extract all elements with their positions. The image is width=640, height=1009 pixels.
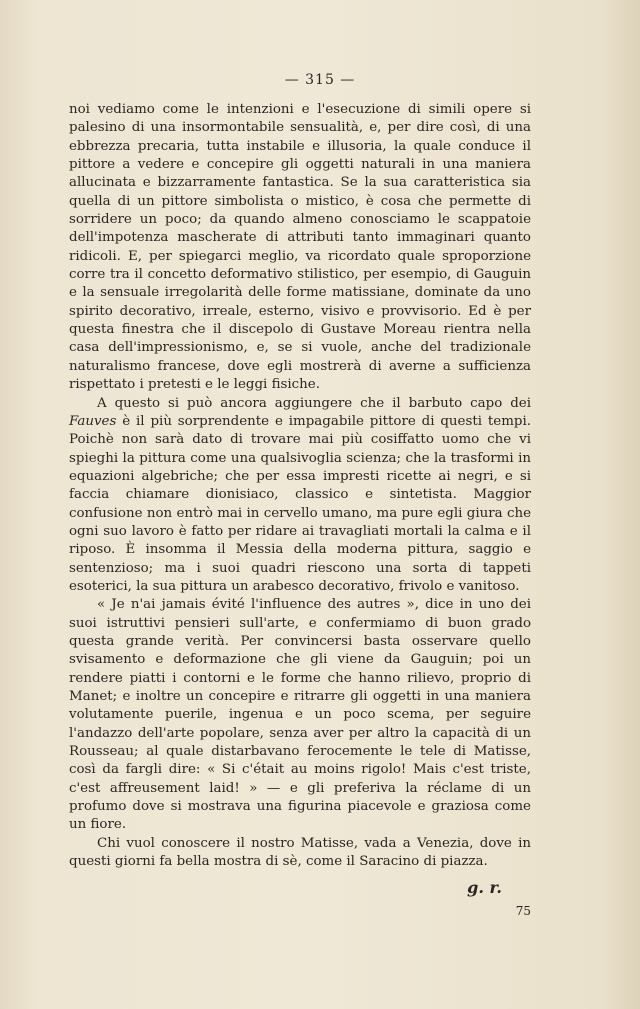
paragraph <box>69 395 531 597</box>
paragraph: Chi vuol conoscere il nostro Matisse, vada a Venezia, dove in questi giorni fa bella mostra di sè, come il Saracino di piazza. <box>69 835 531 870</box>
paragraph: noi vediamo come le intenzioni e l'esecuzione di simili opere si palesino di una insormontabile sensualità, e, per dire così, di una ebbrezza precaria, tutta instabile e illusoria, la quale conduce il pittore a vedere e concepire gli oggetti naturali in una maniera allucinata e bizzarramente fantastica. Se la sua caratteristica sia quella di un pittore simbolista o mistico, è cosa che permette di sorridere un poco; da quando almeno conosciamo le scappatoie dell'impotenza mascherate di attributi tanto immaginari quanto ridicoli. E, per spiegarci meglio, va ricordato quale sproporzione corre tra il concetto deformativo stilistico, per esempio, di Gauguin e la sensuale irregolarità delle forme matissiane, dominate da uno spirito decorativo, irreale, esterno, visivo e provvisorio. Ed è per questa finestra che il discepolo di Gustave Moreau rientra nella casa dell'impressionismo, e, se si vuole, anche del tradizionale naturalismo francese, dove egli mostrerà di averne a sufficienza rispettato i pretesti e le leggi fisiche. <box>69 102 531 393</box>
page-number: — 315 — <box>284 72 356 88</box>
folio-number: 75 <box>515 904 531 918</box>
author-signature: g. r. <box>467 878 502 897</box>
paragraph-text: è il più sorprendente e impagabile pittore di questi tempi. Poichè non sarà dato di trovare mai più cosiffatto uomo che vi spieghi la pittura come una qualsivoglia scienza; che la trasformi in equazioni algebriche; che per essa impresti ricette ai negri, e si faccia chiamare dionisiaco, classico e sintetista. Maggior confusione non entrò mai in cervello umano, ma pure egli giura che ogni suo lavoro è fatto per ridare ai travagliati mortali la calma e il riposo. È insomma il Messia della moderna pittura, saggio e sentenzioso; ma i suoi quadri riescono una sorta di tappeti esoterici, la sua pittura un arabesco decorativo, frivolo e vanitoso. <box>69 413 531 594</box>
paragraph: « Je n'ai jamais évité l'influence des autres », dice in uno dei suoi istruttivi pensieri sull'arte, e confermiamo di buon grado questa grande verità. Per convincersi basta osservare quello svisamento e deformazione che gli viene da Gauguin; poi un rendere piatti i contorni e le forme che hanno rilievo, proprio di Manet; e inoltre un concepire e ritrarre gli oggetti in una maniera volutamente puerile, ingenua e un poco scema, per seguire l'andazzo dell'arte popolare, senza aver per altro la capacità di un Rousseau; al quale distarbavano ferocemente le tele di Matisse, così da fargli dire: « Si c'était au moins rigolo! Mais c'est triste, c'est affreusement laid! » — e gli preferiva la réclame di un profumo dove si mostrava una figurina piacevole e graziosa come un fiore. <box>69 597 531 833</box>
body-text <box>69 101 531 871</box>
fauves-term: Fauves <box>69 413 117 429</box>
paragraph-text: A questo si può ancora aggiungere che il barbuto capo dei <box>97 395 531 411</box>
